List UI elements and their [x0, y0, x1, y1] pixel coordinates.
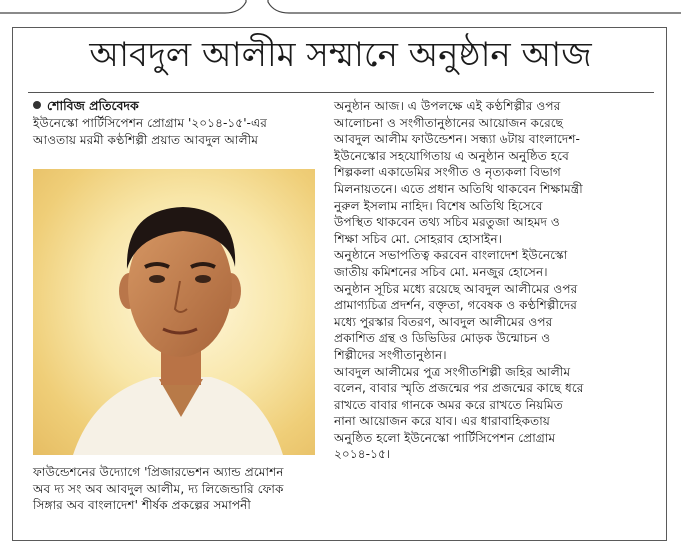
body-line: নানা আয়োজন করে যাব। এর ধারাবাহিকতায় [334, 414, 550, 429]
body-line: ইউনেস্কোর সহযোগিতায় এ অনুষ্ঠান অনুষ্ঠিত হবে [334, 148, 569, 163]
body-line: নুরুল ইসলাম নাহিদ। বিশেষ অতিথি হিসেবে [334, 198, 543, 213]
bullet-icon [33, 101, 41, 109]
body-line: প্রামাণ্যচিত্র প্রদর্শন, বক্তৃতা, গবেষক ও কণ্ঠশিল্পীদের [334, 298, 578, 313]
body-line: শিক্ষা সচিব মো. সোহরাব হোসাইন। [334, 231, 503, 246]
body-line: অনুষ্ঠিত হলো ইউনেস্কো পার্টিসিপেশন প্রোগ্রাম [334, 430, 556, 445]
caption-line: সিঙ্গার অব বাংলাদেশ' শীর্ষক প্রকল্পের সমাপনী [33, 498, 251, 513]
intro-text [33, 115, 267, 148]
body-line: অনুষ্ঠান সূচির মধ্যে রয়েছে আবদুল আলীমের ওপর [334, 281, 578, 296]
byline [33, 98, 139, 114]
body-line: বলেন, বাবার স্মৃতি প্রজন্মের পর প্রজন্মের কাছে ধরে [334, 381, 584, 396]
caption-line: ফাউন্ডেশনের উদ্যোগে 'প্রিজারভেশন অ্যান্ড প্রমোশন [33, 465, 284, 479]
body-line: মধ্যে পুরস্কার বিতরণ, আবদুল আলীমের ওপর [334, 314, 553, 329]
body-line: আবদুল আলীম ফাউন্ডেশন। সন্ধ্যা ৬টায় বাংলাদেশ- [334, 132, 580, 147]
body-line: অনুষ্ঠানে সভাপতিত্ব করবেন বাংলাদেশ ইউনেস্কো [334, 248, 568, 263]
headline: আবদুল আলীম সম্মানে অনুষ্ঠান আজ [89, 35, 592, 75]
body-line: মিলনায়তনে। এতে প্রধান অতিথি থাকবেন শিক্ষামন্ত্রী [334, 181, 583, 196]
body-line: শিল্পকলা একাডেমির সংগীত ও নৃত্যকলা বিভাগ [334, 165, 561, 180]
body-line: আলোচনা ও সংগীতানুষ্ঠানের আয়োজন করেছে [334, 115, 564, 130]
caption-line: অব দ্য সং অব আবদুল আলীম, দ্য লিজেন্ডারি ফোক [33, 481, 284, 496]
body-line: অনুষ্ঠান আজ। এ উপলক্ষে এই কণ্ঠশিল্পীর ওপর [334, 99, 561, 113]
body-line: আবদুল আলীমের পুত্র সংগীতশিল্পী জহির আলীম [334, 364, 571, 379]
portrait-illustration [33, 169, 315, 455]
body-line: রাখতে বাবার গানকে অমর করে রাখতে নিয়মিত [334, 397, 563, 412]
body-text-right-column [334, 98, 583, 463]
byline-text: শোবিজ প্রতিবেদক [47, 98, 139, 113]
page-header-curve [0, 0, 681, 30]
headline-divider [28, 92, 654, 93]
body-line: জাতীয় কমিশনের সচিব মো. মনজুর হোসেন। [334, 264, 548, 279]
body-line: ২০১৪-১৫। [334, 447, 391, 462]
body-line: প্রকাশিত গ্রন্থ ও ডিভিডির মোড়ক উন্মোচন ও [334, 331, 551, 346]
photo-caption [33, 464, 284, 514]
intro-line: ইউনেস্কো পার্টিসিপেশন প্রোগ্রাম '২০১৪-১৫'-এর [33, 116, 267, 130]
body-line: শিল্পীদের সংগীতানুষ্ঠান। [334, 347, 447, 362]
intro-line: আওতায় মরমী কণ্ঠশিল্পী প্রয়াত আবদুল আলীম [33, 132, 258, 147]
body-line: উপস্থিত থাকবেন তথ্য সচিব মরতুজা আহমদ ও [334, 215, 560, 230]
portrait-photo [33, 169, 315, 455]
